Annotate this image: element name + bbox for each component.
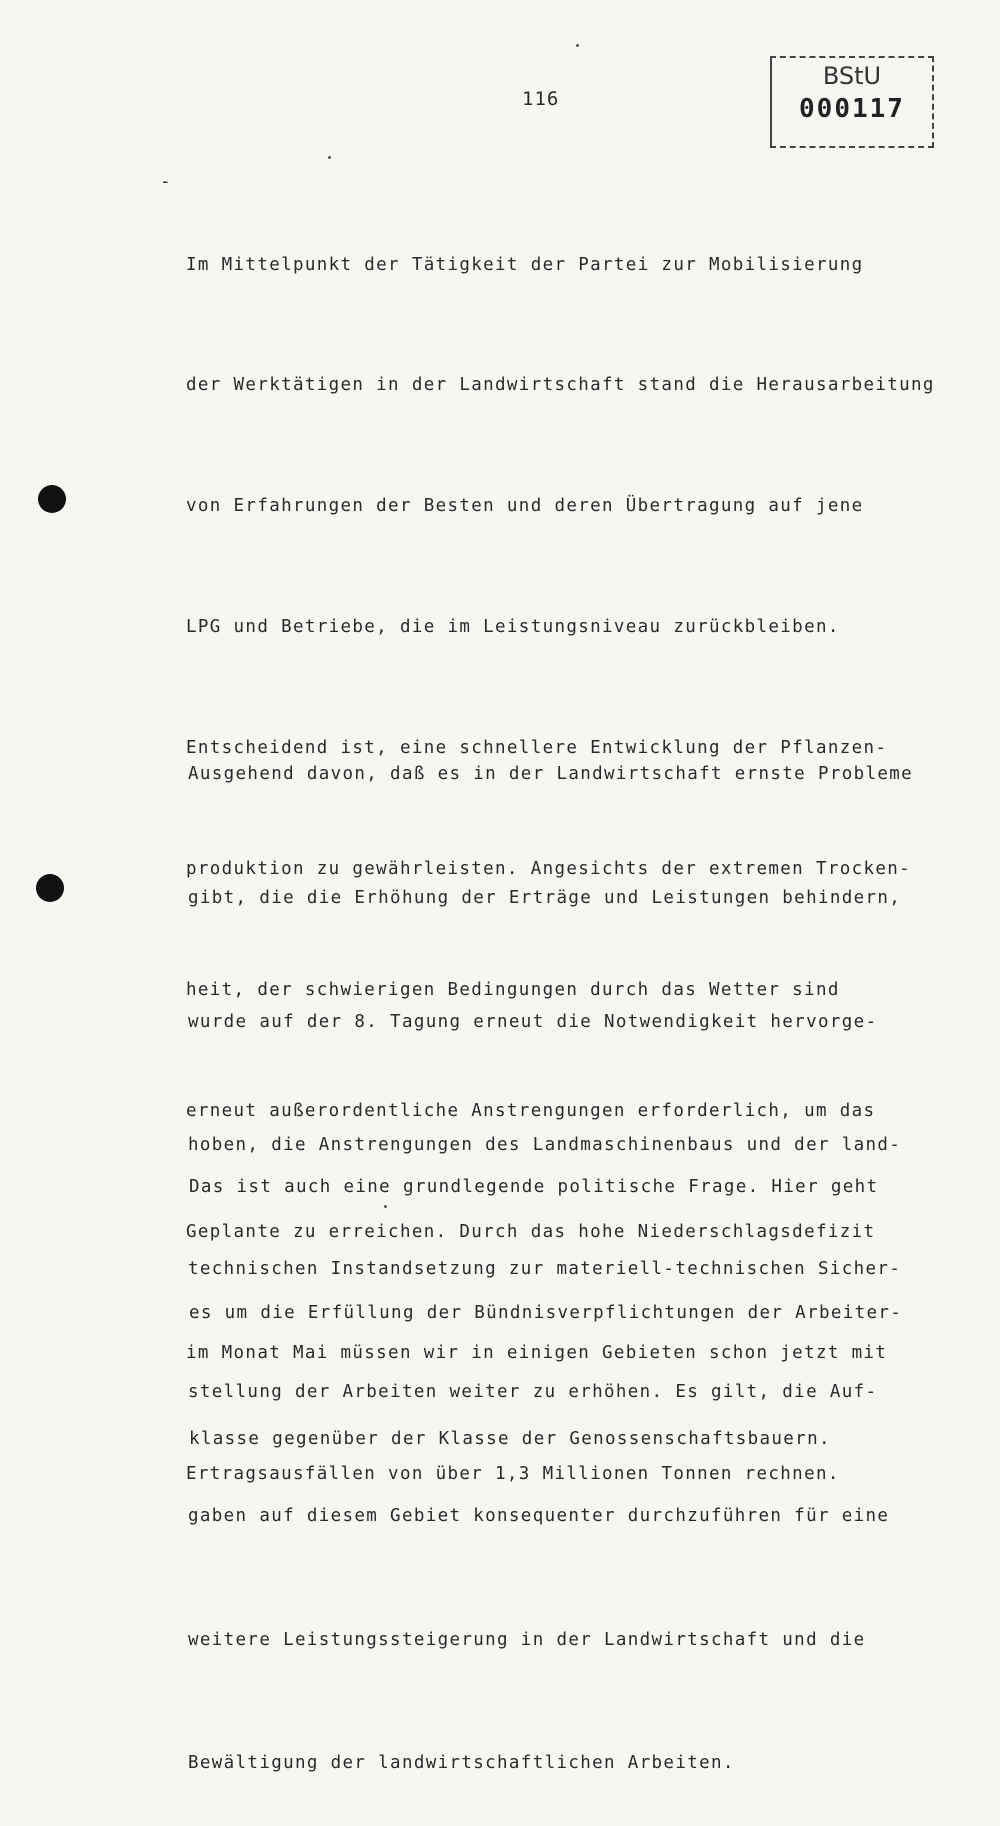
text-line: gibt, die die Erhöhung der Erträge und Leistungen behindern,	[188, 888, 902, 909]
text-line: technischen Instandsetzung zur materiell-technischen Sicher-	[188, 1258, 902, 1279]
text-line: Bewältigung der landwirtschaftlichen Arbeiten.	[188, 1753, 735, 1774]
punch-hole-upper	[38, 485, 66, 513]
bstu-stamp	[770, 56, 934, 148]
stamp-number: 000117	[799, 94, 905, 124]
text-line: produktion zu gewährleisten. Angesichts der extremen Trocken-	[186, 859, 912, 880]
text-line: Ertragsausfällen von über 1,3 Millionen Tonnen rechnen.	[186, 1463, 840, 1484]
text-line: Entscheidend ist, eine schnellere Entwicklung der Pflanzen-	[186, 738, 888, 759]
text-line: Im Mittelpunkt der Tätigkeit der Partei zur Mobilisierung	[186, 254, 864, 275]
text-line: im Monat Mai müssen wir in einigen Gebieten schon jetzt mit	[186, 1342, 888, 1363]
text-line: gaben auf diesem Gebiet konsequenter durchzuführen für eine	[188, 1506, 890, 1527]
text-line: der Werktätigen in der Landwirtschaft stand die Herausarbeitung	[186, 375, 935, 396]
scan-speck	[328, 156, 331, 159]
text-line: stellung der Arbeiten weiter zu erhöhen. Es gilt, die Auf-	[188, 1382, 878, 1403]
text-line: LPG und Betriebe, die im Leistungsniveau zurückbleiben.	[186, 617, 840, 638]
text-line: es um die Erfüllung der Bündnisverpflichtungen der Arbeiter-	[189, 1303, 903, 1323]
text-line: hoben, die Anstrengungen des Landmaschinenbaus und der land-	[188, 1135, 902, 1156]
page-number: 116	[522, 88, 560, 110]
stamp-label: BStU	[822, 62, 882, 90]
text-line: Das ist auch eine grundlegende politische Frage. Hier geht	[189, 1177, 879, 1197]
text-line: weitere Leistungssteigerung in der Landwirtschaft und die	[188, 1629, 866, 1650]
text-line: Ausgehend davon, daß es in der Landwirtschaft ernste Probleme	[188, 764, 914, 785]
text-line: wurde auf der 8. Tagung erneut die Notwendigkeit hervorge-	[188, 1011, 878, 1032]
text-line: heit, der schwierigen Bedingungen durch das Wetter sind	[186, 979, 840, 1000]
text-line: von Erfahrungen der Besten und deren Übertragung auf jene	[186, 496, 864, 517]
paragraph-3	[189, 1082, 902, 1502]
text-line: Geplante zu erreichen. Durch das hohe Niederschlagsdefizit	[186, 1221, 876, 1242]
text-line: klasse gegenüber der Klasse der Genossenschaftsbauern.	[189, 1429, 831, 1449]
punch-hole-lower	[36, 874, 64, 902]
text-line: erneut außerordentliche Anstrengungen erforderlich, um das	[186, 1100, 876, 1121]
scan-speck	[576, 44, 579, 47]
bullet-dash: -	[160, 172, 171, 192]
